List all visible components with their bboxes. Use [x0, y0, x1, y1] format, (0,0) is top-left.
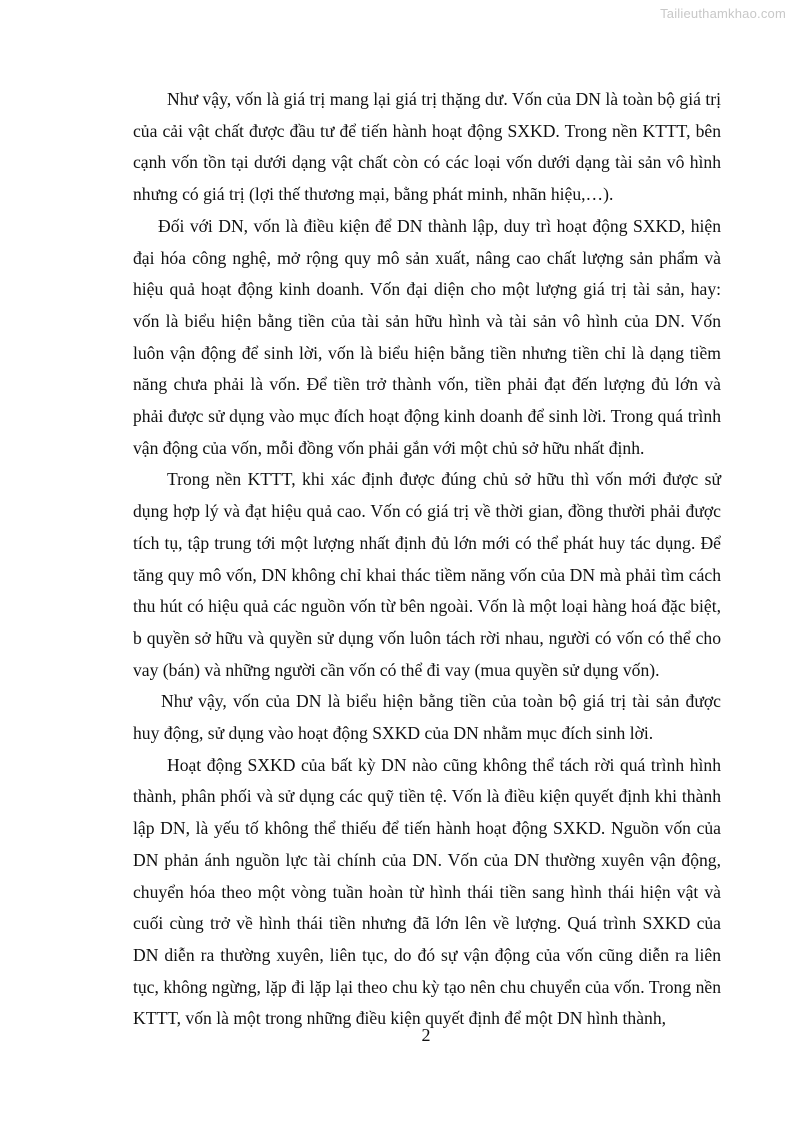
paragraph-2: Đối với DN, vốn là điều kiện để DN thành lập, duy trì hoạt động SXKD, hiện đại hóa công nghệ, mở rộng quy mô sản xuất, nâng cao chất lượng sản phẩm và hiệu quả hoạt động kinh doanh. Vốn đại diện cho một lượng giá trị tài sản, hay: vốn là biểu hiện bằng tiền của tài sản hữu hình và tài sản vô hình của DN. Vốn luôn vận động để sinh lời, vốn là biểu hiện bằng tiền nhưng tiền chỉ là dạng tiềm năng chưa phải là vốn. Để tiền trở thành vốn, tiền phải đạt đến lượng đủ lớn và phải được sử dụng vào mục đích hoạt động kinh doanh để sinh lời. Trong quá trình vận động của vốn, mỗi đồng vốn phải gắn với một chủ sở hữu nhất định. [133, 215, 721, 458]
paragraph-1: Như vậy, vốn là giá trị mang lại giá trị thặng dư. Vốn của DN là toàn bộ giá trị của cải vật chất được đầu tư để tiến hành hoạt động SXKD. Trong nền KTTT, bên cạnh vốn tồn tại dưới dạng vật chất còn có các loại vốn dưới dạng tài sản vô hình nhưng có giá trị (lợi thế thương mại, bằng phát minh, nhãn hiệu,…). [133, 89, 721, 205]
watermark-text: Tailieuthamkhao.com [660, 6, 786, 21]
paragraph-5: Hoạt động SXKD của bất kỳ DN nào cũng không thể tách rời quá trình hình thành, phân phối và sử dụng các quỹ tiền tệ. Vốn là điều kiện quyết định khi thành lập DN, là yếu tố không thể thiếu để tiến hành hoạt động SXKD. Nguồn vốn của DN phản ánh nguồn lực tài chính của DN. Vốn của DN thường xuyên vận động, chuyển hóa theo một vòng tuần hoàn từ hình thái tiền sang hình thái hiện vật và cuối cùng trở về hình thái tiền nhưng đã lớn lên về lượng. Quá trình SXKD của DN diễn ra thường xuyên, liên tục, do đó sự vận động của vốn cũng diễn ra liên tục, không ngừng, lặp đi lặp lại theo chu kỳ tạo nên chu chuyển của vốn. Trong nền KTTT, vốn là một trong những điều kiện quyết định để một DN hình thành, [133, 754, 721, 1029]
paragraph-4: Như vậy, vốn của DN là biểu hiện bằng tiền của toàn bộ giá trị tài sản được huy động, sử dụng vào hoạt động SXKD của DN nhằm mục đích sinh lời. [133, 691, 721, 744]
document-body [133, 84, 721, 1035]
paragraph-3: Trong nền KTTT, khi xác định được đúng chủ sở hữu thì vốn mới được sử dụng hợp lý và đạt hiệu quả cao. Vốn có giá trị về thời gian, đồng thười phải được tích tụ, tập trung tới một lượng nhất định đủ lớn mới có thể phát huy tác dụng. Để tăng quy mô vốn, DN không chỉ khai thác tiềm năng vốn của DN mà phải tìm cách thu hút có hiệu quả các nguồn vốn từ bên ngoài. Vốn là một loại hàng hoá đặc biệt, b quyền sở hữu và quyền sử dụng vốn luôn tách rời nhau, người có vốn có thể cho vay (bán) và những người cần vốn có thể đi vay (mua quyền sử dụng vốn). [133, 469, 721, 680]
page-number: 2 [421, 1025, 431, 1045]
